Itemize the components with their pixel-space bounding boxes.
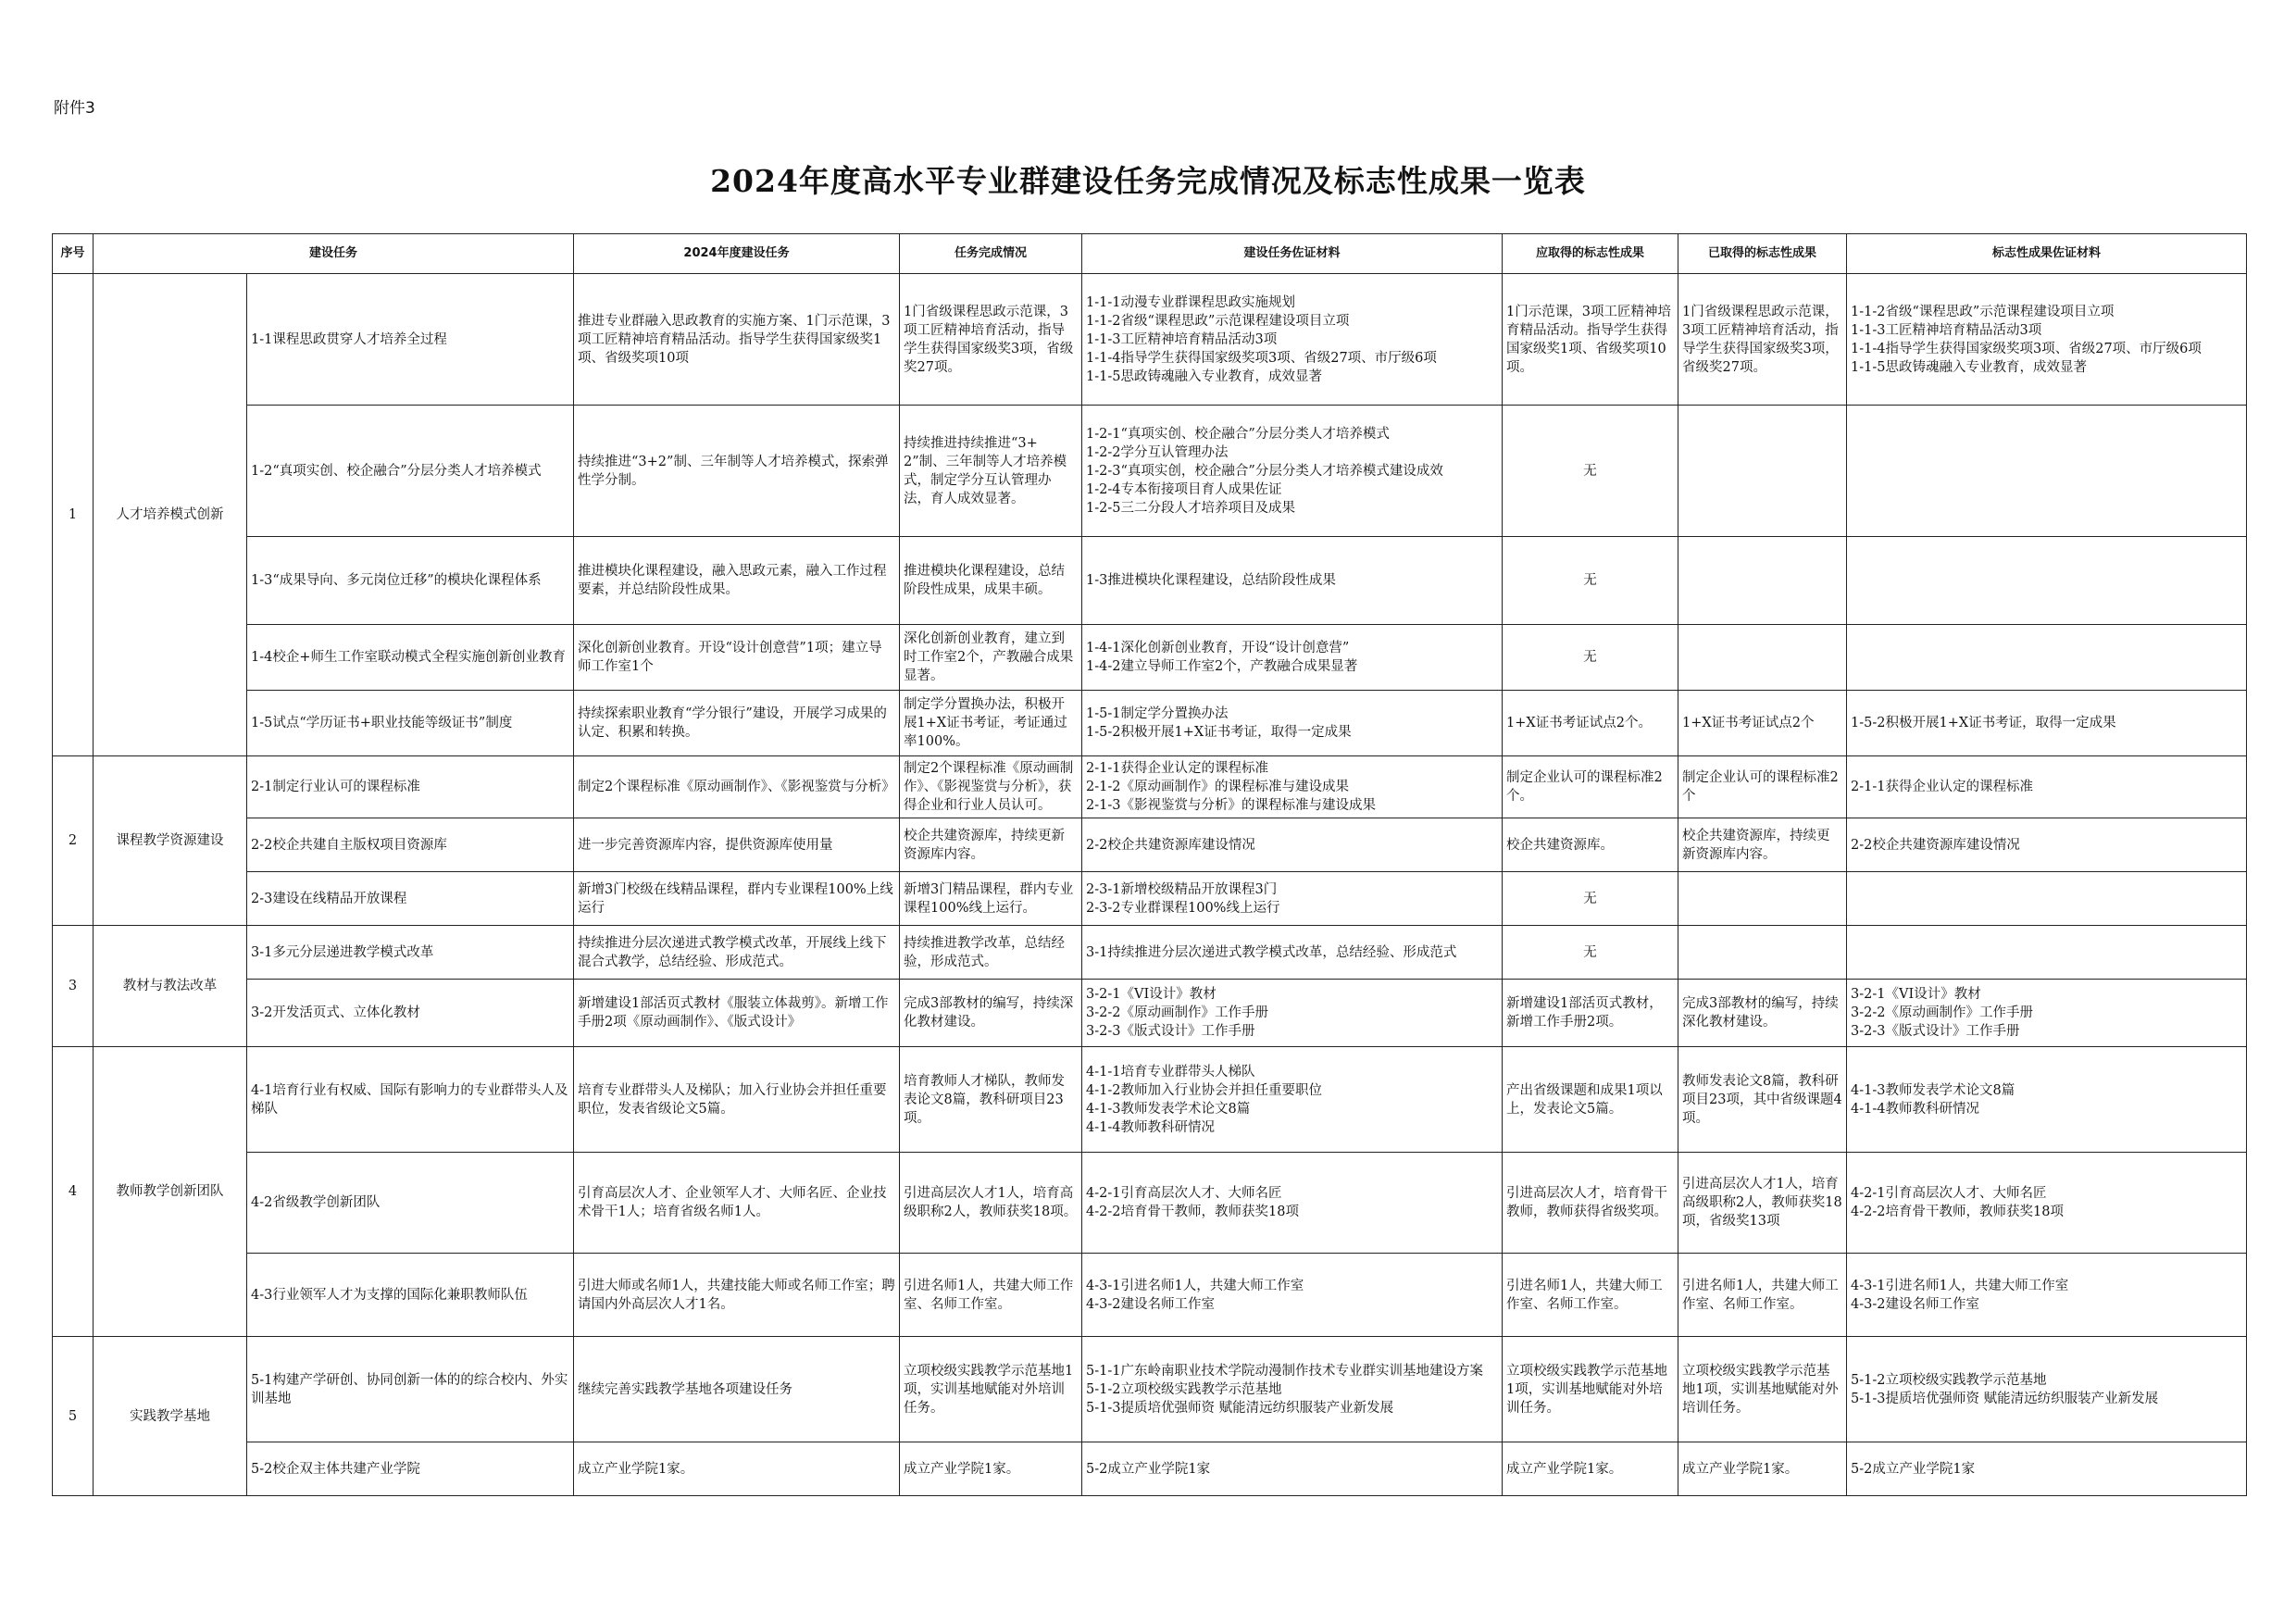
evidence-cell: 1-3推进模块化课程建设，总结阶段性成果 [1082, 537, 1503, 625]
proof-cell: 4-2-1引育高层次人才、大师名匠 4-2-2培育骨干教师，教师获奖18项 [1847, 1153, 2247, 1254]
table-row [53, 818, 2247, 872]
proof-cell: 3-2-1《VI设计》教材 3-2-2《原动画制作》工作手册 3-2-3《版式设计》工作手册 [1847, 980, 2247, 1047]
status-cell: 深化创新创业教育，建立到时工作室2个，产教融合成果显著。 [900, 625, 1082, 691]
expected-cell: 1门示范课，3项工匠精神培育精品活动。指导学生获得国家级奖1项、省级奖项10项。 [1503, 274, 1678, 406]
evidence-cell: 3-2-1《VI设计》教材 3-2-2《原动画制作》工作手册 3-2-3《版式设计》工作手册 [1082, 980, 1503, 1047]
status-cell: 培育教师人才梯队，教师发表论文8篇，教科研项目23项。 [900, 1047, 1082, 1153]
group-number: 1 [53, 274, 94, 756]
expected-cell: 无 [1503, 872, 1678, 926]
status-cell: 1门省级课程思政示范课，3项工匠精神培育活动，指导学生获得国家级奖3项，省级奖27项。 [900, 274, 1082, 406]
evidence-cell: 2-3-1新增校级精品开放课程3门 2-3-2专业群课程100%线上运行 [1082, 872, 1503, 926]
proof-cell [1847, 926, 2247, 980]
evidence-cell: 1-2-1“真项实创、校企融合”分层分类人才培养模式 1-2-2学分互认管理办法 1-2-3“真项实创，校企融合”分层分类人才培养模式建设成效 1-2-4专本衔接项目育人成果佐证 1-2-5三二分段人才培养项目及成果 [1082, 406, 1503, 537]
proof-cell: 5-1-2立项校级实践教学示范基地 5-1-3提质培优强师资 赋能清远纺织服装产业新发展 [1847, 1337, 2247, 1442]
proof-cell [1847, 537, 2247, 625]
table-body [53, 274, 2247, 1496]
status-cell: 成立产业学院1家。 [900, 1442, 1082, 1496]
evidence-cell: 1-5-1制定学分置换办法 1-5-2积极开展1+X证书考证，取得一定成果 [1082, 691, 1503, 756]
task-cell: 2-1制定行业认可的课程标准 [247, 756, 574, 818]
achieved-cell: 立项校级实践教学示范基地1项，实训基地赋能对外培训任务。 [1678, 1337, 1847, 1442]
task-cell: 1-3“成果导向、多元岗位迁移”的模块化课程体系 [247, 537, 574, 625]
plan-cell: 持续推进分层次递进式教学模式改革，开展线上线下混合式教学，总结经验、形成范式。 [574, 926, 900, 980]
status-cell: 引进名师1人，共建大师工作室、名师工作室。 [900, 1254, 1082, 1337]
status-cell: 完成3部教材的编写，持续深化教材建设。 [900, 980, 1082, 1047]
achieved-cell: 引进高层次人才1人，培育高级职称2人，教师获奖18项，省级奖13项 [1678, 1153, 1847, 1254]
table-row [53, 406, 2247, 537]
table-row [53, 1153, 2247, 1254]
expected-cell: 成立产业学院1家。 [1503, 1442, 1678, 1496]
table-row [53, 691, 2247, 756]
group-number: 2 [53, 756, 94, 926]
task-cell: 1-2“真项实创、校企融合”分层分类人才培养模式 [247, 406, 574, 537]
task-cell: 5-2校企双主体共建产业学院 [247, 1442, 574, 1496]
status-cell: 新增3门精品课程，群内专业课程100%线上运行。 [900, 872, 1082, 926]
proof-cell [1847, 625, 2247, 691]
status-cell: 推进模块化课程建设，总结阶段性成果，成果丰硕。 [900, 537, 1082, 625]
group-number: 4 [53, 1047, 94, 1337]
table-row [53, 872, 2247, 926]
col-header-no: 序号 [53, 234, 94, 274]
evidence-cell: 2-2校企共建资源库建设情况 [1082, 818, 1503, 872]
group-category: 教材与教法改革 [94, 926, 247, 1047]
proof-cell: 5-2成立产业学院1家 [1847, 1442, 2247, 1496]
expected-cell: 引进高层次人才，培育骨干教师，教师获得省级奖项。 [1503, 1153, 1678, 1254]
plan-cell: 进一步完善资源库内容，提供资源库使用量 [574, 818, 900, 872]
evidence-cell: 1-1-1动漫专业群课程思政实施规划 1-1-2省级“课程思政”示范课程建设项目立项 1-1-3工匠精神培育精品活动3项 1-1-4指导学生获得国家级奖项3项、省级27项、市厅级6项 1-1-5思政铸魂融入专业教育，成效显著 [1082, 274, 1503, 406]
achieved-cell [1678, 406, 1847, 537]
proof-cell: 4-1-3教师发表学术论文8篇 4-1-4教师教科研情况 [1847, 1047, 2247, 1153]
table-row [53, 926, 2247, 980]
plan-cell: 制定2个课程标准《原动画制作》、《影视鉴赏与分析》 [574, 756, 900, 818]
proof-cell [1847, 406, 2247, 537]
evidence-cell: 1-4-1深化创新创业教育，开设“设计创意营” 1-4-2建立导师工作室2个，产教融合成果显著 [1082, 625, 1503, 691]
col-header-evidence: 建设任务佐证材料 [1082, 234, 1503, 274]
expected-cell: 校企共建资源库。 [1503, 818, 1678, 872]
proof-cell: 1-1-2省级“课程思政”示范课程建设项目立项 1-1-3工匠精神培育精品活动3项 1-1-4指导学生获得国家级奖项3项、省级27项、市厅级6项 1-1-5思政铸魂融入专业教育，成效显著 [1847, 274, 2247, 406]
task-cell: 2-2校企共建自主版权项目资源库 [247, 818, 574, 872]
attachment-label: 附件3 [54, 99, 95, 118]
plan-cell: 推进模块化课程建设，融入思政元素，融入工作过程要素，并总结阶段性成果。 [574, 537, 900, 625]
table-row [53, 1254, 2247, 1337]
expected-cell: 无 [1503, 926, 1678, 980]
status-cell: 立项校级实践教学示范基地1项，实训基地赋能对外培训任务。 [900, 1337, 1082, 1442]
task-table [52, 233, 2247, 1496]
achieved-cell [1678, 537, 1847, 625]
evidence-cell: 4-2-1引育高层次人才、大师名匠 4-2-2培育骨干教师，教师获奖18项 [1082, 1153, 1503, 1254]
group-category: 教师教学创新团队 [94, 1047, 247, 1337]
achieved-cell: 引进名师1人，共建大师工作室、名师工作室。 [1678, 1254, 1847, 1337]
evidence-cell: 5-1-1广东岭南职业技术学院动漫制作技术专业群实训基地建设方案 5-1-2立项校级实践教学示范基地 5-1-3提质培优强师资 赋能清远纺织服装产业新发展 [1082, 1337, 1503, 1442]
group-category: 课程教学资源建设 [94, 756, 247, 926]
task-cell: 1-5试点“学历证书+职业技能等级证书”制度 [247, 691, 574, 756]
plan-cell: 深化创新创业教育。开设“设计创意营”1项；建立导师工作室1个 [574, 625, 900, 691]
table-row [53, 756, 2247, 818]
achieved-cell: 教师发表论文8篇，教科研项目23项，其中省级课题4项。 [1678, 1047, 1847, 1153]
achieved-cell [1678, 872, 1847, 926]
status-cell: 持续推进教学改革，总结经验，形成范式。 [900, 926, 1082, 980]
proof-cell: 2-2校企共建资源库建设情况 [1847, 818, 2247, 872]
task-cell: 5-1构建产学研创、协同创新一体的的综合校内、外实训基地 [247, 1337, 574, 1442]
evidence-cell: 4-1-1培育专业群带头人梯队 4-1-2教师加入行业协会并担任重要职位 4-1-3教师发表学术论文8篇 4-1-4教师教科研情况 [1082, 1047, 1503, 1153]
group-category: 实践教学基地 [94, 1337, 247, 1496]
achieved-cell: 成立产业学院1家。 [1678, 1442, 1847, 1496]
table-row [53, 980, 2247, 1047]
status-cell: 校企共建资源库，持续更新资源库内容。 [900, 818, 1082, 872]
plan-cell: 持续推进“3+2”制、三年制等人才培养模式，探索弹性学分制。 [574, 406, 900, 537]
plan-cell: 培育专业群带头人及梯队；加入行业协会并担任重要职位，发表省级论文5篇。 [574, 1047, 900, 1153]
expected-cell: 1+X证书考证试点2个。 [1503, 691, 1678, 756]
expected-cell: 制定企业认可的课程标准2个。 [1503, 756, 1678, 818]
achieved-cell: 完成3部教材的编写，持续深化教材建设。 [1678, 980, 1847, 1047]
status-cell: 持续推进持续推进“3+2”制、三年制等人才培养模式，制定学分互认管理办法，育人成效显著。 [900, 406, 1082, 537]
task-cell: 1-4校企+师生工作室联动模式全程实施创新创业教育 [247, 625, 574, 691]
table-row [53, 537, 2247, 625]
task-cell: 3-1多元分层递进教学模式改革 [247, 926, 574, 980]
proof-cell: 4-3-1引进名师1人，共建大师工作室 4-3-2建设名师工作室 [1847, 1254, 2247, 1337]
achieved-cell: 制定企业认可的课程标准2个 [1678, 756, 1847, 818]
col-header-achieved: 已取得的标志性成果 [1678, 234, 1847, 274]
plan-cell: 继续完善实践教学基地各项建设任务 [574, 1337, 900, 1442]
col-header-expected: 应取得的标志性成果 [1503, 234, 1678, 274]
table-row [53, 625, 2247, 691]
table-row [53, 1337, 2247, 1442]
plan-cell: 新增建设1部活页式教材《服装立体裁剪》。新增工作手册2项《原动画制作》、《版式设计》 [574, 980, 900, 1047]
group-number: 3 [53, 926, 94, 1047]
task-cell: 4-3行业领军人才为支撑的国际化兼职教师队伍 [247, 1254, 574, 1337]
expected-cell: 无 [1503, 406, 1678, 537]
achieved-cell [1678, 926, 1847, 980]
table-row [53, 274, 2247, 406]
expected-cell: 新增建设1部活页式教材，新增工作手册2项。 [1503, 980, 1678, 1047]
task-cell: 1-1课程思政贯穿人才培养全过程 [247, 274, 574, 406]
table-row [53, 1047, 2247, 1153]
achieved-cell: 1门省级课程思政示范课，3项工匠精神培育活动，指导学生获得国家级奖3项，省级奖27项。 [1678, 274, 1847, 406]
expected-cell: 立项校级实践教学示范基地1项，实训基地赋能对外培训任务。 [1503, 1337, 1678, 1442]
status-cell: 引进高层次人才1人，培育高级职称2人，教师获奖18项。 [900, 1153, 1082, 1254]
task-cell: 2-3建设在线精品开放课程 [247, 872, 574, 926]
evidence-cell: 4-3-1引进名师1人，共建大师工作室 4-3-2建设名师工作室 [1082, 1254, 1503, 1337]
achieved-cell: 校企共建资源库，持续更新资源库内容。 [1678, 818, 1847, 872]
proof-cell: 2-1-1获得企业认定的课程标准 [1847, 756, 2247, 818]
table-row [53, 1442, 2247, 1496]
proof-cell [1847, 872, 2247, 926]
col-header-task: 建设任务 [94, 234, 574, 274]
expected-cell: 无 [1503, 625, 1678, 691]
col-header-plan: 2024年度建设任务 [574, 234, 900, 274]
group-number: 5 [53, 1337, 94, 1496]
task-cell: 4-2省级教学创新团队 [247, 1153, 574, 1254]
group-category: 人才培养模式创新 [94, 274, 247, 756]
col-header-proof: 标志性成果佐证材料 [1847, 234, 2247, 274]
evidence-cell: 5-2成立产业学院1家 [1082, 1442, 1503, 1496]
expected-cell: 产出省级课题和成果1项以上，发表论文5篇。 [1503, 1047, 1678, 1153]
plan-cell: 新增3门校级在线精品课程，群内专业课程100%上线运行 [574, 872, 900, 926]
plan-cell: 成立产业学院1家。 [574, 1442, 900, 1496]
table-header-row [53, 234, 2247, 274]
document-title: 2024年度高水平专业群建设任务完成情况及标志性成果一览表 [710, 163, 1586, 199]
plan-cell: 引进大师或名师1人，共建技能大师或名师工作室；聘请国内外高层次人才1名。 [574, 1254, 900, 1337]
expected-cell: 引进名师1人，共建大师工作室、名师工作室。 [1503, 1254, 1678, 1337]
status-cell: 制定2个课程标准《原动画制作》、《影视鉴赏与分析》，获得企业和行业人员认可。 [900, 756, 1082, 818]
plan-cell: 推进专业群融入思政教育的实施方案、1门示范课，3项工匠精神培育精品活动。指导学生获得国家级奖1项、省级奖项10项 [574, 274, 900, 406]
expected-cell: 无 [1503, 537, 1678, 625]
status-cell: 制定学分置换办法，积极开展1+X证书考证，考证通过率100%。 [900, 691, 1082, 756]
plan-cell: 引育高层次人才、企业领军人才、大师名匠、企业技术骨干1人；培育省级名师1人。 [574, 1153, 900, 1254]
achieved-cell [1678, 625, 1847, 691]
proof-cell: 1-5-2积极开展1+X证书考证，取得一定成果 [1847, 691, 2247, 756]
achieved-cell: 1+X证书考证试点2个 [1678, 691, 1847, 756]
plan-cell: 持续探索职业教育“学分银行”建设，开展学习成果的认定、积累和转换。 [574, 691, 900, 756]
col-header-status: 任务完成情况 [900, 234, 1082, 274]
task-cell: 4-1培育行业有权威、国际有影响力的专业群带头人及梯队 [247, 1047, 574, 1153]
task-cell: 3-2开发活页式、立体化教材 [247, 980, 574, 1047]
evidence-cell: 2-1-1获得企业认定的课程标准 2-1-2《原动画制作》的课程标准与建设成果 2-1-3《影视鉴赏与分析》的课程标准与建设成果 [1082, 756, 1503, 818]
evidence-cell: 3-1持续推进分层次递进式教学模式改革，总结经验、形成范式 [1082, 926, 1503, 980]
